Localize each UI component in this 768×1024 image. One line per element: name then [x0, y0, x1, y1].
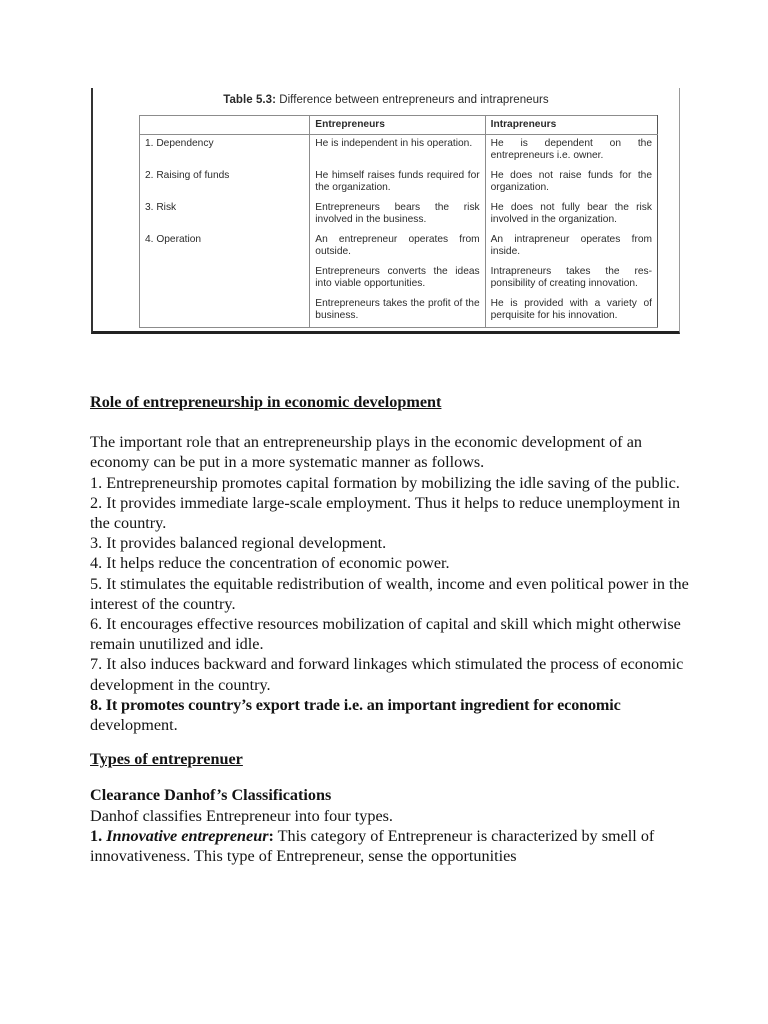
table-row	[140, 199, 658, 231]
cell-entrepreneurs: He is independent in his operation.	[310, 135, 485, 168]
cell-entrepreneurs: Entrepreneurs converts the ideas into viable opportunities.	[310, 263, 485, 295]
cell-aspect: 1. Dependency	[140, 135, 310, 168]
cell-intrapreneurs: He is dependent on the entrepreneurs i.e. owner.	[485, 135, 657, 168]
cell-aspect	[140, 263, 310, 295]
cell-aspect: 3. Risk	[140, 199, 310, 231]
type1-term: Innovative entrepreneur	[106, 826, 269, 845]
table-row	[140, 167, 658, 199]
document-body	[90, 392, 690, 866]
role-list-item-8	[90, 695, 690, 735]
type1-colon: :	[268, 826, 274, 845]
cell-aspect	[140, 295, 310, 328]
table-row	[140, 231, 658, 263]
role-list-item: 6. It encourages effective resources mobilization of capital and skill which might otherwise remain unutilized and idle.	[90, 615, 681, 654]
cell-aspect: 2. Raising of funds	[140, 167, 310, 199]
header-intrapreneurs: Intrapreneurs	[485, 116, 657, 135]
cell-intrapreneurs: He does not raise funds for the organization.	[485, 167, 657, 199]
role-intro-paragraph: The important role that an entrepreneurship plays in the economic development of an economy can be put in a more systematic manner as follows.	[90, 433, 642, 472]
header-entrepreneurs: Entrepreneurs	[310, 116, 485, 135]
table-caption-label: Table 5.3:	[223, 94, 276, 106]
role-list-item: 7. It also induces backward and forward linkages which stimulated the process of economic development in the country.	[90, 655, 684, 694]
cell-entrepreneurs: Entrepreneurs takes the profit of the business.	[310, 295, 485, 328]
type1-number: 1.	[90, 826, 103, 845]
role-list-item: 1. Entrepreneurship promotes capital formation by mobilizing the idle saving of the public.	[90, 473, 680, 492]
table-row	[140, 295, 658, 328]
role-list-item: 5. It stimulates the equitable redistribution of wealth, income and even political power in the interest of the country.	[90, 574, 689, 613]
role-list-item: 2. It provides immediate large-scale employment. Thus it helps to reduce unemployment in the country.	[90, 493, 681, 533]
table-caption-text: Difference between entrepreneurs and intrapreneurs	[275, 94, 549, 106]
table-row	[140, 135, 658, 168]
cell-intrapreneurs: He is provided with a variety of perquisite for his innovation.	[485, 295, 657, 328]
table-header-row	[140, 116, 658, 135]
types-intro-paragraph: Danhof classifies Entrepreneur into four types.	[90, 806, 393, 825]
section-heading-types: Types of entreprenuer	[90, 750, 243, 769]
role-item8-bold: 8. It promotes country’s export trade i.e. an important ingredient for economic	[90, 695, 621, 714]
table-caption	[93, 94, 679, 106]
cell-aspect: 4. Operation	[140, 231, 310, 263]
role-list-item: 3. It provides balanced regional development.	[90, 534, 387, 553]
header-aspect	[140, 116, 310, 135]
cell-entrepreneurs: Entrepreneurs bears the risk involved in the business.	[310, 199, 485, 231]
cell-intrapreneurs: An intrapreneur operates from inside.	[485, 231, 657, 263]
cell-entrepreneurs: An entrepreneur operates from outside.	[310, 231, 485, 263]
type1-text: This category of Entrepreneur is characterized by smell of innovativeness. This type of Entrepreneur, sense the opportunities	[90, 826, 655, 866]
section-heading-role: Role of entrepreneurship in economic development	[90, 393, 442, 411]
subheading-danhof: Clearance Danhof’s Classifications	[90, 786, 332, 805]
cell-intrapreneurs: Intrapreneurs takes the res-ponsibility of creating innovation.	[485, 263, 657, 295]
table-figure	[91, 88, 680, 334]
cell-entrepreneurs: He himself raises funds required for the organization.	[310, 167, 485, 199]
table-row	[140, 263, 658, 295]
role-list-item: 4. It helps reduce the concentration of economic power.	[90, 554, 450, 573]
comparison-table	[139, 115, 658, 328]
role-item8-rest: development.	[90, 716, 178, 735]
type1-paragraph	[90, 826, 690, 866]
cell-intrapreneurs: He does not fully bear the risk involved in the organization.	[485, 199, 657, 231]
